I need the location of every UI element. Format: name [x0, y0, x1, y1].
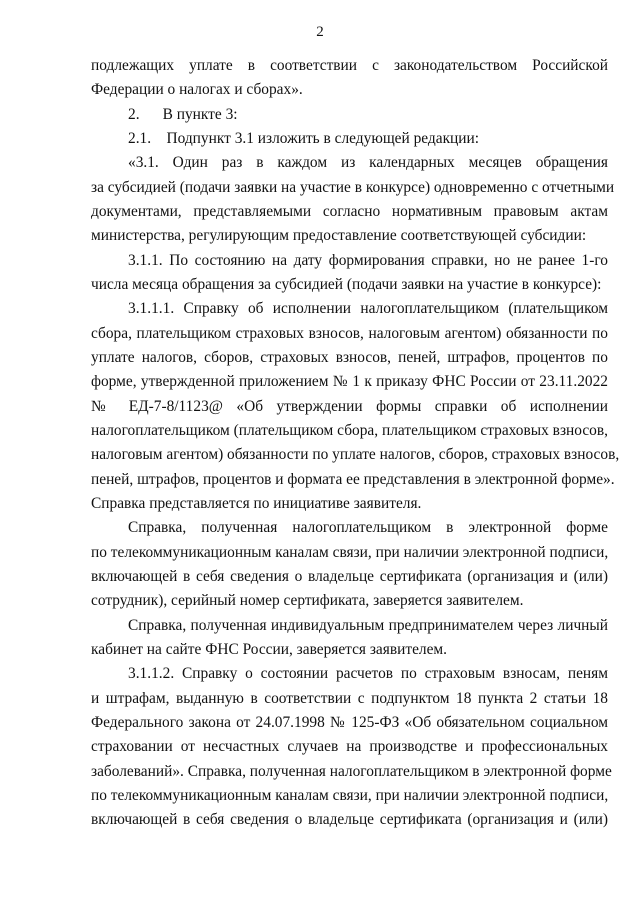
text-line: страховании от несчастных случаев на производстве и профессиональных	[91, 738, 608, 755]
page-number: 2	[316, 24, 324, 40]
text-line: 3.1.1. По состоянию на дату формирования справки, но не ранее 1-го	[128, 252, 608, 269]
text-line: сотрудник), серийный номер сертификата, заверяется заявителем.	[91, 592, 524, 609]
text-line: налогоплательщиком (плательщиком сбора, плательщиком страховых взносов,	[91, 422, 608, 439]
text-line: Справка представляется по инициативе заявителя.	[91, 495, 422, 512]
text-line: Федерации о налогах и сборах».	[91, 81, 303, 98]
text-line: Федерального закона от 24.07.1998 № 125-ФЗ «Об обязательном социальном	[91, 714, 608, 731]
text-line: включающей в себя сведения о владельце сертификата (организация и (или)	[91, 811, 608, 828]
text-line: 2. В пункте 3:	[128, 106, 238, 123]
text-line: налоговым агентом) обязанности по уплате налогов, сборов, страховых взносов,	[91, 446, 620, 463]
text-line: сбора, плательщиком страховых взносов, налоговым агентом) обязанности по	[91, 325, 608, 342]
text-line: уплате налогов, сборов, страховых взносов, пеней, штрафов, процентов по	[91, 349, 608, 366]
text-line: № ЕД-7-8/1123@ «Об утверждении формы справки об исполнении	[91, 398, 608, 415]
text-line: заболеваний». Справка, полученная налогоплательщиком в электронной форме	[91, 763, 612, 780]
text-line: Справка, полученная индивидуальным предпринимателем через личный	[128, 617, 608, 634]
text-line: «3.1. Один раз в каждом из календарных месяцев обращения	[128, 154, 608, 171]
text-line: министерства, регулирующим предоставление соответствующей субсидии:	[91, 227, 587, 244]
text-line: числа месяца обращения за субсидией (подачи заявки на участие в конкурсе):	[91, 276, 602, 293]
text-line: по телекоммуникационным каналам связи, при наличии электронной подписи,	[91, 787, 609, 804]
text-line: включающей в себя сведения о владельце сертификата (организация и (или)	[91, 568, 608, 585]
text-line: 2.1. Подпункт 3.1 изложить в следующей редакции:	[128, 130, 480, 147]
text-line: по телекоммуникационным каналам связи, при наличии электронной подписи,	[91, 544, 609, 561]
text-line: форме, утвержденной приложением № 1 к приказу ФНС России от 23.11.2022	[91, 373, 608, 390]
text-line: документами, представляемыми согласно нормативным правовым актам	[91, 203, 608, 220]
text-line: кабинет на сайте ФНС России, заверяется заявителем.	[91, 641, 448, 658]
text-line: 3.1.1.1. Справку об исполнении налогоплательщиком (плательщиком	[128, 300, 608, 317]
text-line: подлежащих уплате в соответствии с законодательством Российской	[91, 57, 608, 74]
text-line: 3.1.1.2. Справку о состоянии расчетов по страховым взносам, пеням	[128, 665, 608, 682]
text-line: Справка, полученная налогоплательщиком в электронной форме	[128, 519, 608, 536]
text-line: за субсидией (подачи заявки на участие в конкурсе) одновременно с отчетными	[91, 179, 615, 196]
text-line: и штрафам, выданную в соответствии с подпунктом 18 пункта 2 статьи 18	[91, 690, 608, 707]
text-line: пеней, штрафов, процентов и формата ее представления в электронной форме».	[91, 471, 615, 488]
